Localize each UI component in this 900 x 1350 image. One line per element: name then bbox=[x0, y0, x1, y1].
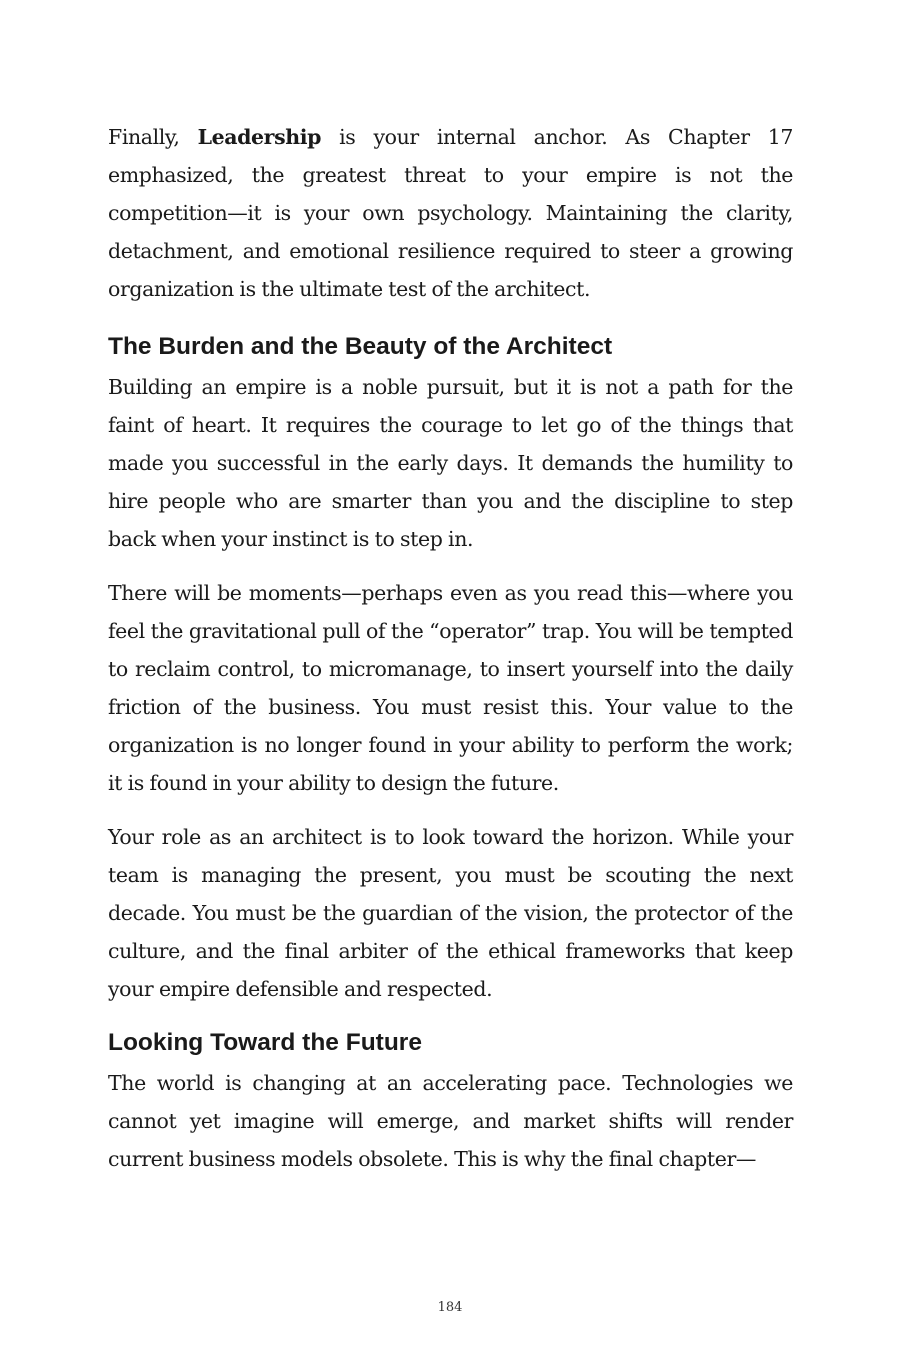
section-heading-future: Looking Toward the Future bbox=[108, 1029, 422, 1056]
page-number: 184 bbox=[437, 1300, 463, 1315]
intro-paragraph bbox=[108, 118, 793, 308]
body-paragraph: Building an empire is a noble pursuit, but it is not a path for the faint of heart. It requires the courage to let go of the things that made you successful in the early days. It demands the humility to hire people who are smarter than you and the discipline to step back when your instinct is to step in. bbox=[108, 375, 793, 551]
intro-text-end: is your internal anchor. As Chapter 17 emphasized, the greatest threat to your empire is not the competition—it is your own psychology. Maintaining the clarity, detachment, and emotional resilience required to steer a growing organization is the ultimate test of the architect. bbox=[108, 125, 793, 301]
leadership-term: Leadership bbox=[197, 125, 322, 149]
body-paragraph: The world is changing at an accelerating pace. Technologies we cannot yet imagine will emerge, and market shifts will render current business models obsolete. This is why the final chapter— bbox=[108, 1071, 793, 1171]
section-heading-burden: The Burden and the Beauty of the Architect bbox=[108, 333, 613, 360]
intro-text-start: Finally, bbox=[108, 125, 198, 149]
page-body bbox=[108, 118, 793, 1194]
body-paragraph: There will be moments—perhaps even as you read this—where you feel the gravitational pull of the “operator” trap. You will be tempted to reclaim control, to micromanage, to insert yourself into the daily friction of the business. You must resist this. Your value to the organization is no longer found in your ability to perform the work; it is found in your ability to design the future. bbox=[108, 581, 793, 795]
body-paragraph: Your role as an architect is to look toward the horizon. While your team is managing the present, you must be scouting the next decade. You must be the guardian of the vision, the protector of the culture, and the final arbiter of the ethical frameworks that keep your empire defensible and respected. bbox=[108, 825, 793, 1001]
